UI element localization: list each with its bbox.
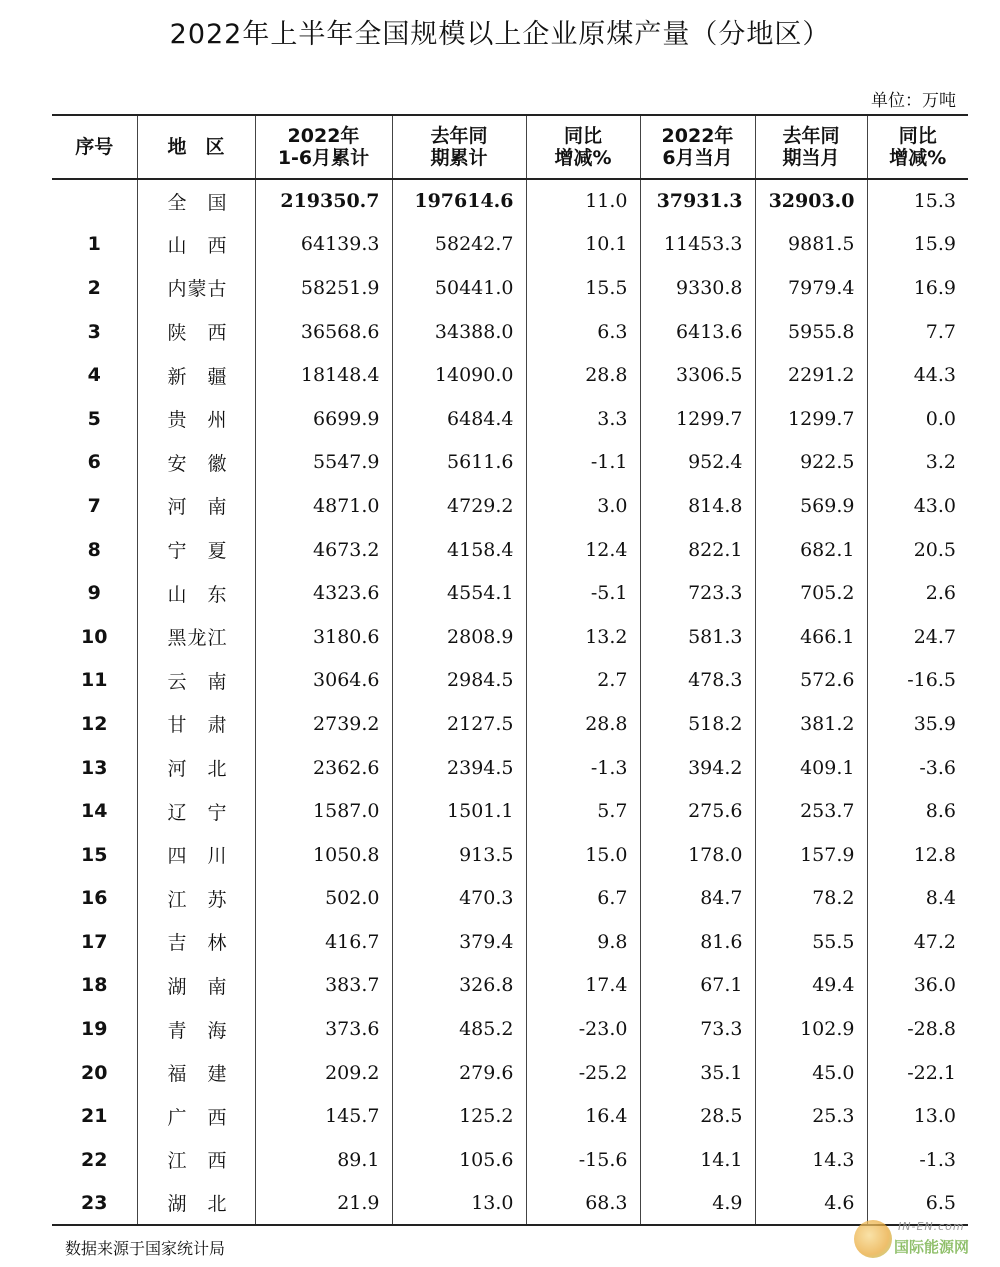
cell-seq: 14 [81, 800, 108, 823]
watermark-logo [854, 1216, 984, 1262]
table-row [52, 702, 968, 746]
header-jun-yoy: 同比 增减% [867, 115, 968, 179]
header-region: 地 区 [137, 115, 255, 179]
cell-ytd-yoy: 3.0 [526, 484, 640, 528]
cell-jun-2022: 394.2 [640, 746, 755, 790]
cell-jun-2021: 49.4 [755, 964, 867, 1008]
cell-jun-2021: 682.1 [755, 528, 867, 572]
cell-region: 河 北 [137, 746, 255, 790]
table-row [52, 223, 968, 267]
cell-ytd-yoy: 6.7 [526, 877, 640, 921]
cell-ytd-2022: 1587.0 [255, 789, 392, 833]
cell-ytd-2021: 2394.5 [392, 746, 526, 790]
cell-region: 新 疆 [137, 353, 255, 397]
cell-ytd-2021: 485.2 [392, 1007, 526, 1051]
cell-ytd-yoy: -15.6 [526, 1138, 640, 1182]
cell-jun-2022: 1299.7 [640, 397, 755, 441]
cell-ytd-yoy: 3.3 [526, 397, 640, 441]
cell-ytd-yoy: 15.0 [526, 833, 640, 877]
cell-jun-2021: 7979.4 [755, 266, 867, 310]
cell-seq: 4 [87, 364, 101, 387]
cell-jun-yoy: 47.2 [867, 920, 968, 964]
cell-ytd-2022: 145.7 [255, 1094, 392, 1138]
cell-seq: 15 [81, 843, 108, 866]
cell-ytd-2022: 64139.3 [255, 223, 392, 267]
cell-ytd-2021: 2808.9 [392, 615, 526, 659]
cell-region: 河 南 [137, 484, 255, 528]
cell-region: 辽 宁 [137, 789, 255, 833]
table-row [52, 1051, 968, 1095]
cell-jun-2021: 922.5 [755, 441, 867, 485]
cell-ytd-2021: 4554.1 [392, 571, 526, 615]
cell-jun-2021: 2291.2 [755, 353, 867, 397]
table-row [52, 1182, 968, 1226]
page-title: 2022年上半年全国规模以上企业原煤产量（分地区） [169, 19, 831, 50]
cell-seq: 17 [81, 930, 108, 953]
cell-jun-2022: 6413.6 [640, 310, 755, 354]
table-row [52, 615, 968, 659]
cell-jun-yoy: 43.0 [867, 484, 968, 528]
cell-ytd-2022: 4323.6 [255, 571, 392, 615]
cell-ytd-2021: 5611.6 [392, 441, 526, 485]
table-row [52, 746, 968, 790]
cell-jun-2021: 55.5 [755, 920, 867, 964]
cell-jun-2022: 28.5 [640, 1094, 755, 1138]
table-row [52, 484, 968, 528]
cell-ytd-2022: 416.7 [255, 920, 392, 964]
cell-ytd-2021: 14090.0 [392, 353, 526, 397]
cell-ytd-2022: 3064.6 [255, 659, 392, 703]
cell-jun-2021: 1299.7 [755, 397, 867, 441]
cell-ytd-2022: 2739.2 [255, 702, 392, 746]
cell-jun-2022: 178.0 [640, 833, 755, 877]
cell-jun-yoy: 35.9 [867, 702, 968, 746]
cell-ytd-yoy: -25.2 [526, 1051, 640, 1095]
cell-ytd-yoy: 13.2 [526, 615, 640, 659]
cell-ytd-yoy: 10.1 [526, 223, 640, 267]
cell-jun-2022: 518.2 [640, 702, 755, 746]
cell-ytd-2022: 383.7 [255, 964, 392, 1008]
cell-region: 黑龙江 [137, 615, 255, 659]
cell-seq: 10 [81, 625, 108, 648]
cell-jun-yoy: 15.9 [867, 223, 968, 267]
cell-jun-yoy: 16.9 [867, 266, 968, 310]
table-body [52, 179, 968, 1225]
cell-region: 江 苏 [137, 877, 255, 921]
cell-jun-yoy: 7.7 [867, 310, 968, 354]
header-jun-2021: 去年同 期当月 [755, 115, 867, 179]
cell-jun-2021: 9881.5 [755, 223, 867, 267]
cell-ytd-yoy: -5.1 [526, 571, 640, 615]
table-row-total [52, 179, 968, 223]
table-row [52, 266, 968, 310]
cell-ytd-yoy: -1.3 [526, 746, 640, 790]
cell-jun-2022: 952.4 [640, 441, 755, 485]
cell-jun-2021: 45.0 [755, 1051, 867, 1095]
cell-ytd-yoy: 68.3 [526, 1182, 640, 1226]
cell-ytd-2021: 125.2 [392, 1094, 526, 1138]
cell-seq: 6 [87, 451, 101, 474]
cell-region: 贵 州 [137, 397, 255, 441]
table-row [52, 353, 968, 397]
cell-ytd-yoy: 6.3 [526, 310, 640, 354]
cell-ytd-2022: 1050.8 [255, 833, 392, 877]
cell-ytd-2022: 36568.6 [255, 310, 392, 354]
cell-ytd-yoy: 11.0 [526, 179, 640, 223]
cell-ytd-2022: 502.0 [255, 877, 392, 921]
cell-jun-2021: 14.3 [755, 1138, 867, 1182]
header-ytd-2022: 2022年 1-6月累计 [255, 115, 392, 179]
table-row [52, 1138, 968, 1182]
cell-ytd-2021: 4158.4 [392, 528, 526, 572]
cell-jun-2022: 478.3 [640, 659, 755, 703]
cell-ytd-2022: 18148.4 [255, 353, 392, 397]
cell-seq: 19 [81, 1018, 108, 1041]
cell-region: 山 东 [137, 571, 255, 615]
cell-region: 全 国 [137, 179, 255, 223]
cell-jun-2021: 466.1 [755, 615, 867, 659]
cell-jun-yoy: 2.6 [867, 571, 968, 615]
cell-region: 甘 肃 [137, 702, 255, 746]
table-row [52, 397, 968, 441]
table-header-row [52, 115, 968, 179]
cell-ytd-yoy: 12.4 [526, 528, 640, 572]
cell-region: 宁 夏 [137, 528, 255, 572]
cell-jun-2022: 37931.3 [640, 179, 755, 223]
cell-region: 湖 北 [137, 1182, 255, 1226]
cell-ytd-2022: 4871.0 [255, 484, 392, 528]
cell-ytd-yoy: -1.1 [526, 441, 640, 485]
cell-jun-yoy: -3.6 [867, 746, 968, 790]
cell-seq: 7 [87, 494, 101, 517]
cell-ytd-2021: 379.4 [392, 920, 526, 964]
unit-label: 单位：万吨 [871, 91, 956, 111]
cell-ytd-2021: 6484.4 [392, 397, 526, 441]
cell-region: 福 建 [137, 1051, 255, 1095]
cell-jun-yoy: 8.4 [867, 877, 968, 921]
cell-jun-2022: 814.8 [640, 484, 755, 528]
header-seq: 序号 [52, 115, 137, 179]
cell-jun-2021: 5955.8 [755, 310, 867, 354]
cell-ytd-yoy: 28.8 [526, 702, 640, 746]
cell-ytd-2021: 58242.7 [392, 223, 526, 267]
cell-seq: 11 [81, 669, 108, 692]
cell-ytd-2022: 5547.9 [255, 441, 392, 485]
cell-region: 四 川 [137, 833, 255, 877]
cell-ytd-yoy: -23.0 [526, 1007, 640, 1051]
cell-ytd-2021: 4729.2 [392, 484, 526, 528]
cell-ytd-2022: 209.2 [255, 1051, 392, 1095]
cell-ytd-2021: 470.3 [392, 877, 526, 921]
cell-seq: 9 [87, 582, 101, 605]
cell-jun-2022: 822.1 [640, 528, 755, 572]
cell-seq: 3 [87, 320, 101, 343]
table-row [52, 441, 968, 485]
cell-jun-2022: 73.3 [640, 1007, 755, 1051]
cell-ytd-2021: 105.6 [392, 1138, 526, 1182]
header-ytd-2021: 去年同 期累计 [392, 115, 526, 179]
cell-seq: 20 [81, 1061, 108, 1084]
cell-ytd-2022: 2362.6 [255, 746, 392, 790]
cell-seq [52, 179, 137, 223]
cell-ytd-2021: 34388.0 [392, 310, 526, 354]
header-ytd-yoy: 同比 增减% [526, 115, 640, 179]
cell-jun-yoy: -22.1 [867, 1051, 968, 1095]
leaf-logo-icon [854, 1220, 892, 1258]
table-row [52, 1094, 968, 1138]
table-row [52, 310, 968, 354]
watermark-domain: IN-EN.com [898, 1220, 965, 1233]
cell-seq: 18 [81, 974, 108, 997]
cell-ytd-2021: 197614.6 [392, 179, 526, 223]
cell-seq: 1 [87, 233, 101, 256]
cell-jun-2022: 9330.8 [640, 266, 755, 310]
cell-ytd-yoy: 28.8 [526, 353, 640, 397]
cell-jun-2022: 11453.3 [640, 223, 755, 267]
cell-seq: 13 [81, 756, 108, 779]
cell-jun-2021: 78.2 [755, 877, 867, 921]
cell-region: 湖 南 [137, 964, 255, 1008]
cell-ytd-2022: 21.9 [255, 1182, 392, 1226]
cell-ytd-2022: 89.1 [255, 1138, 392, 1182]
cell-region: 吉 林 [137, 920, 255, 964]
watermark-brand: 国际能源网 [894, 1238, 970, 1256]
cell-ytd-yoy: 15.5 [526, 266, 640, 310]
cell-seq: 21 [81, 1105, 108, 1128]
table-row [52, 964, 968, 1008]
cell-jun-2021: 102.9 [755, 1007, 867, 1051]
cell-ytd-2022: 373.6 [255, 1007, 392, 1051]
cell-ytd-yoy: 5.7 [526, 789, 640, 833]
cell-seq: 23 [52, 1182, 137, 1226]
cell-seq: 16 [81, 887, 108, 910]
cell-seq: 8 [87, 538, 101, 561]
cell-jun-yoy: 8.6 [867, 789, 968, 833]
cell-jun-2021: 253.7 [755, 789, 867, 833]
cell-ytd-2021: 279.6 [392, 1051, 526, 1095]
cell-ytd-2021: 50441.0 [392, 266, 526, 310]
cell-jun-yoy: 12.8 [867, 833, 968, 877]
cell-region: 青 海 [137, 1007, 255, 1051]
cell-ytd-2022: 4673.2 [255, 528, 392, 572]
cell-jun-2021: 409.1 [755, 746, 867, 790]
cell-ytd-2022: 6699.9 [255, 397, 392, 441]
table-row [52, 1007, 968, 1051]
cell-ytd-2021: 1501.1 [392, 789, 526, 833]
cell-jun-2022: 723.3 [640, 571, 755, 615]
cell-ytd-2021: 13.0 [392, 1182, 526, 1226]
cell-ytd-2021: 2127.5 [392, 702, 526, 746]
cell-jun-2022: 67.1 [640, 964, 755, 1008]
cell-region: 江 西 [137, 1138, 255, 1182]
cell-ytd-2022: 219350.7 [255, 179, 392, 223]
cell-jun-yoy: 44.3 [867, 353, 968, 397]
cell-jun-2022: 275.6 [640, 789, 755, 833]
cell-jun-2022: 581.3 [640, 615, 755, 659]
cell-ytd-2021: 326.8 [392, 964, 526, 1008]
cell-jun-yoy: -28.8 [867, 1007, 968, 1051]
cell-ytd-yoy: 16.4 [526, 1094, 640, 1138]
cell-jun-2021: 4.6 [755, 1182, 867, 1226]
cell-jun-yoy: -16.5 [867, 659, 968, 703]
cell-ytd-2021: 2984.5 [392, 659, 526, 703]
cell-jun-2021: 569.9 [755, 484, 867, 528]
cell-jun-2022: 3306.5 [640, 353, 755, 397]
cell-ytd-2022: 58251.9 [255, 266, 392, 310]
table-row [52, 528, 968, 572]
cell-jun-2022: 81.6 [640, 920, 755, 964]
cell-jun-2022: 35.1 [640, 1051, 755, 1095]
cell-ytd-yoy: 17.4 [526, 964, 640, 1008]
cell-region: 广 西 [137, 1094, 255, 1138]
table-row [52, 877, 968, 921]
cell-region: 山 西 [137, 223, 255, 267]
cell-jun-yoy: 36.0 [867, 964, 968, 1008]
cell-ytd-yoy: 2.7 [526, 659, 640, 703]
cell-jun-2022: 14.1 [640, 1138, 755, 1182]
cell-jun-yoy: 15.3 [867, 179, 968, 223]
cell-jun-yoy: 6.5 [867, 1182, 968, 1226]
cell-region: 安 徽 [137, 441, 255, 485]
cell-jun-2021: 25.3 [755, 1094, 867, 1138]
cell-seq: 2 [87, 276, 101, 299]
table-row [52, 920, 968, 964]
cell-jun-yoy: 20.5 [867, 528, 968, 572]
table-row [52, 659, 968, 703]
table-row [52, 833, 968, 877]
cell-jun-yoy: 3.2 [867, 441, 968, 485]
cell-ytd-2021: 913.5 [392, 833, 526, 877]
table-row [52, 789, 968, 833]
cell-jun-2021: 32903.0 [755, 179, 867, 223]
cell-ytd-yoy: 9.8 [526, 920, 640, 964]
cell-jun-2021: 157.9 [755, 833, 867, 877]
cell-jun-yoy: 24.7 [867, 615, 968, 659]
cell-jun-2021: 381.2 [755, 702, 867, 746]
cell-jun-yoy: 0.0 [867, 397, 968, 441]
data-source-note: 数据来源于国家统计局 [65, 1239, 226, 1258]
cell-jun-2021: 705.2 [755, 571, 867, 615]
cell-jun-yoy: 13.0 [867, 1094, 968, 1138]
cell-seq: 5 [87, 407, 101, 430]
cell-ytd-2022: 3180.6 [255, 615, 392, 659]
cell-jun-2021: 572.6 [755, 659, 867, 703]
cell-region: 内蒙古 [137, 266, 255, 310]
cell-region: 云 南 [137, 659, 255, 703]
cell-jun-2022: 84.7 [640, 877, 755, 921]
cell-seq: 22 [81, 1148, 108, 1171]
table-row [52, 571, 968, 615]
coal-output-table [52, 114, 968, 1226]
cell-region: 陕 西 [137, 310, 255, 354]
cell-seq: 12 [81, 712, 108, 735]
cell-jun-yoy: -1.3 [867, 1138, 968, 1182]
cell-jun-2022: 4.9 [640, 1182, 755, 1226]
header-jun-2022: 2022年 6月当月 [640, 115, 755, 179]
